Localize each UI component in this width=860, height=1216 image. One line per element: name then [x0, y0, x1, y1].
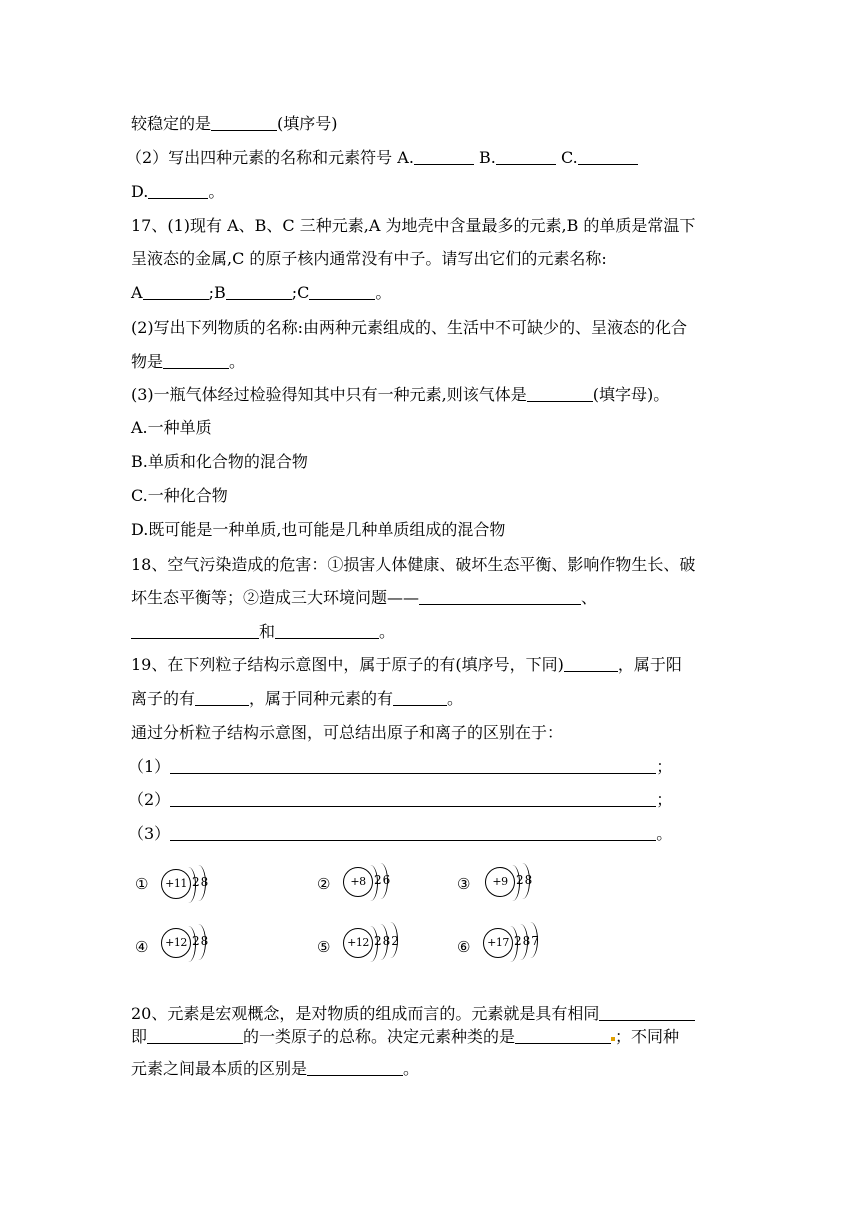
option-b: B.单质和化合物的混合物: [131, 452, 308, 471]
text: 坏生态平衡等；②造成三大环境问题——: [131, 588, 420, 607]
blank[interactable]: [393, 689, 447, 706]
nucleus: +12: [161, 928, 191, 958]
text: 、: [581, 588, 598, 607]
q20-line-3: [131, 1059, 419, 1079]
text: 的一类原子的总称。决定元素种类的是: [243, 1027, 516, 1046]
blank[interactable]: [143, 283, 209, 300]
blank[interactable]: [211, 114, 277, 131]
blank[interactable]: [307, 1059, 403, 1076]
diagram-label: ①: [135, 875, 149, 893]
nucleus: +9: [485, 867, 515, 897]
text: （2）写出四种元素的名称和元素符号 A.: [126, 148, 414, 167]
option-c: C.一种化合物: [131, 486, 228, 505]
text: B.: [473, 148, 496, 167]
blank[interactable]: [147, 1027, 243, 1044]
q17-line-3: [131, 283, 391, 303]
q17-line-6: [131, 385, 669, 405]
diagram-label: ③: [457, 875, 471, 893]
text: （3）: [128, 824, 171, 843]
text: 和: [259, 622, 276, 641]
text: 。: [379, 622, 396, 641]
blank-d[interactable]: [148, 182, 208, 199]
text: (填序号): [277, 114, 338, 133]
nucleus: +8: [343, 867, 373, 897]
text: D.: [131, 182, 149, 201]
text: ;C: [291, 283, 310, 302]
q19-answer-2: [128, 790, 672, 810]
q17-line-1: 17、(1)现有 A、B、C 三种元素,A 为地壳中含量最多的元素,B 的单质是常温下: [131, 216, 696, 235]
q19-line-2: [131, 689, 463, 709]
text: A: [131, 283, 143, 302]
nucleus: +11: [161, 869, 191, 899]
text: ；: [656, 757, 673, 776]
text: (填字母)。: [592, 385, 670, 404]
diagram-label: ⑤: [317, 938, 331, 956]
line-2: [126, 148, 638, 168]
q18-line-2: [131, 588, 597, 608]
blank[interactable]: [275, 622, 379, 639]
nucleus: +17: [483, 928, 513, 958]
line-3: [131, 182, 224, 202]
blank[interactable]: [170, 824, 656, 841]
diagram-label: ④: [135, 938, 149, 956]
text: (3)一瓶气体经过检验得知其中只有一种元素,则该气体是: [131, 385, 527, 404]
text: 。: [447, 689, 464, 708]
line-1: [131, 114, 338, 134]
diagram-label: ⑥: [457, 938, 471, 956]
text: （2）: [128, 790, 171, 809]
blank[interactable]: [170, 790, 656, 807]
text: 。: [229, 352, 246, 371]
text: 。: [375, 283, 392, 302]
text: 。: [403, 1059, 420, 1078]
shell-electrons: 282: [374, 934, 400, 948]
blank[interactable]: [419, 588, 581, 605]
q19-answer-3: [128, 824, 672, 844]
blank[interactable]: [515, 1027, 611, 1044]
text: 。: [208, 182, 225, 201]
shell-electrons: 28: [192, 934, 210, 948]
blank-b[interactable]: [496, 148, 556, 165]
q18-line-1: 18、空气污染造成的危害：①损害人体健康、破坏生态平衡、影响作物生长、破: [131, 555, 696, 574]
text: ；: [656, 790, 673, 809]
blank[interactable]: [195, 689, 249, 706]
text: ；不同种: [615, 1027, 680, 1046]
text: 离子的有: [131, 689, 196, 708]
q19-line-1: [131, 655, 682, 675]
option-d: D.既可能是一种单质,也可能是几种单质组成的混合物: [131, 520, 506, 539]
text: 即: [131, 1027, 148, 1046]
blank[interactable]: [226, 283, 292, 300]
text: ，属于同种元素的有: [249, 689, 394, 708]
text: ，属于阳: [617, 655, 682, 674]
blank[interactable]: [309, 283, 375, 300]
text: 较稳定的是: [131, 114, 212, 133]
shell-electrons: 26: [374, 873, 392, 887]
blank[interactable]: [163, 352, 229, 369]
text: 物是: [131, 352, 164, 371]
q19-line-3: 通过分析粒子结构示意图，可总结出原子和离子的区别在于：: [131, 723, 564, 742]
text: 20、元素是宏观概念，是对物质的组成而言的。元素就是具有相同: [131, 1004, 600, 1023]
blank[interactable]: [527, 385, 593, 402]
shell-electrons: 28: [192, 875, 210, 889]
q19-answer-1: [128, 757, 672, 777]
blank[interactable]: [170, 757, 656, 774]
shell-electrons: 287: [514, 934, 540, 948]
q17-line-2: 呈液态的金属,C 的原子核内通常没有中子。请写出它们的元素名称:: [131, 249, 607, 268]
blank[interactable]: [564, 655, 618, 672]
text: ;B: [208, 283, 226, 302]
text: 元素之间最本质的区别是: [131, 1059, 308, 1078]
blank-c[interactable]: [578, 148, 638, 165]
q20-line-1: [131, 1004, 695, 1024]
nucleus: +12: [343, 928, 373, 958]
q17-line-4: (2)写出下列物质的名称:由两种元素组成的、生活中不可缺少的、呈液态的化合: [131, 318, 688, 337]
text: （1）: [128, 757, 171, 776]
blank-a[interactable]: [414, 148, 474, 165]
blank[interactable]: [599, 1004, 695, 1021]
text: C.: [555, 148, 578, 167]
q18-line-3: [131, 622, 395, 642]
option-a: A.一种单质: [131, 418, 212, 437]
shell-electrons: 28: [516, 873, 534, 887]
text: 。: [656, 824, 673, 843]
diagram-label: ②: [317, 875, 331, 893]
text: 19、在下列粒子结构示意图中，属于原子的有(填序号，下同): [131, 655, 564, 674]
q20-line-2: [131, 1027, 679, 1047]
q17-line-5: [131, 352, 245, 372]
blank[interactable]: [131, 622, 259, 639]
